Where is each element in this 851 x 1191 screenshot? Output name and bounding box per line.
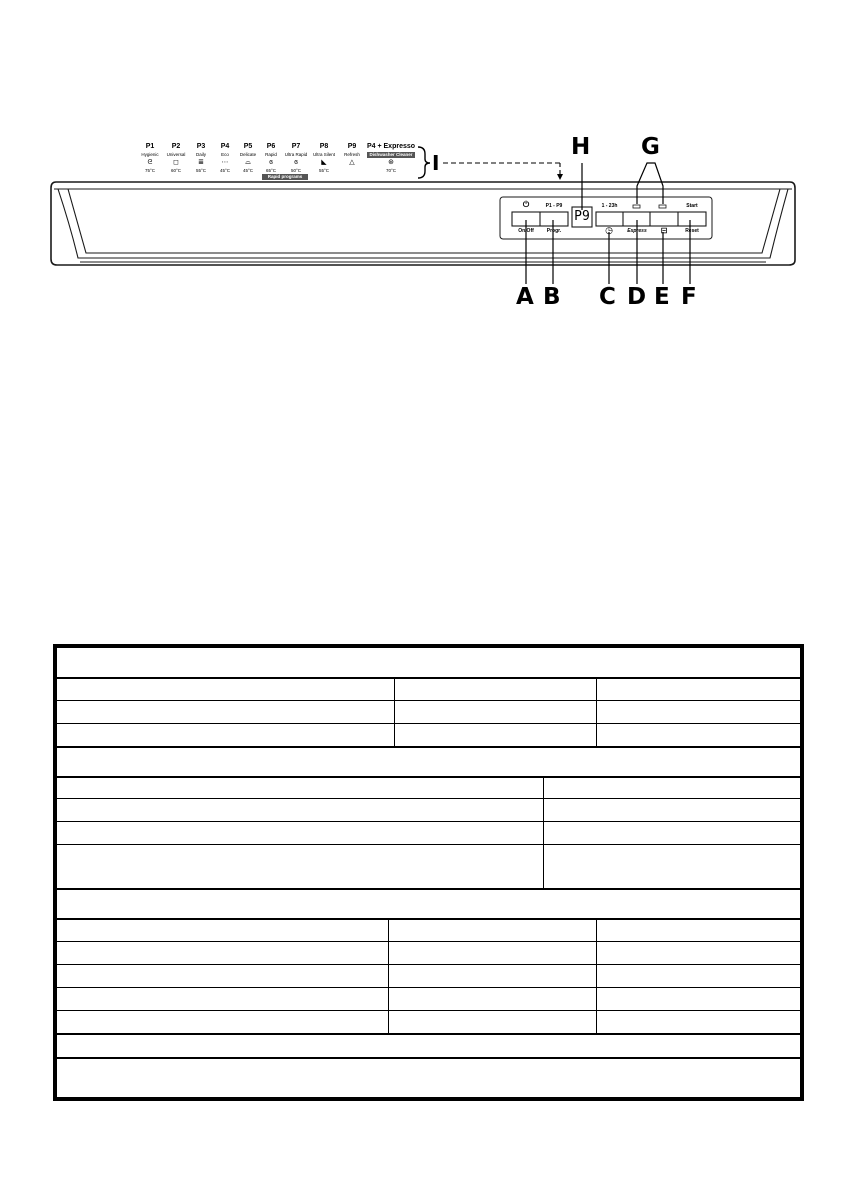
program-name: Eco	[221, 152, 229, 157]
program-number: P9	[347, 143, 357, 150]
table-section-header	[57, 648, 800, 678]
callout-F: F	[681, 284, 697, 310]
info-table	[53, 644, 804, 1101]
half-load-icon: ⊟	[660, 226, 668, 235]
rapid-icon: ɞ	[269, 159, 273, 166]
delay-button[interactable]	[596, 212, 623, 226]
ultra-rapid-icon: ɞ	[294, 159, 298, 166]
program-name: Universal	[166, 152, 186, 157]
express-label: Express	[627, 228, 647, 234]
table-row	[57, 987, 800, 1010]
table-row	[57, 1058, 800, 1101]
delicate-icon: ⌓	[245, 159, 251, 166]
power-icon: ⏻	[522, 200, 530, 209]
program-button[interactable]	[540, 212, 568, 226]
program-temp: 65°C	[265, 168, 277, 173]
callout-A: A	[516, 284, 534, 310]
table-row	[57, 798, 800, 821]
delay-timer-icon: ◷	[605, 225, 613, 235]
program-name: Hygienic	[141, 152, 159, 157]
program-number: P2	[171, 143, 181, 150]
start-label: Start	[686, 203, 698, 209]
reset-label: Reset	[685, 228, 699, 234]
program-temp: 55°C	[195, 168, 207, 173]
program-name: Daily	[195, 152, 206, 157]
program-display: P9	[574, 209, 590, 224]
program-name: Ultra Silent	[312, 152, 335, 157]
callout-B: B	[543, 284, 561, 310]
dishwasher-cleaner-icon: ⊛	[388, 159, 394, 166]
universal-icon: ◻	[173, 159, 179, 166]
table-row	[57, 821, 800, 844]
callout-H: H	[571, 134, 591, 160]
table-section-header	[57, 747, 800, 776]
program-name: Rapid	[265, 152, 277, 157]
program-range-label: P1 - P9	[545, 203, 563, 209]
program-number: P4	[220, 143, 230, 150]
control-panel	[50, 180, 796, 266]
program-name: Ultra Rapid	[284, 152, 308, 157]
program-temp: 75°C	[144, 168, 156, 173]
onoff-label: On/Off	[518, 228, 534, 234]
program-number: P3	[196, 143, 206, 150]
table-row	[57, 700, 800, 723]
program-p4-express	[360, 143, 422, 175]
dishwasher-cleaner-tag: Dishwasher Cleaner	[367, 152, 415, 158]
program-temp: 70°C	[385, 168, 397, 173]
onoff-button[interactable]	[512, 212, 540, 226]
ultra-silent-icon: ◣	[321, 159, 327, 166]
table-row	[57, 1010, 800, 1033]
table-row	[57, 964, 800, 987]
program-number: P5	[243, 143, 253, 150]
table-section-header	[57, 889, 800, 918]
program-number: P4 + Expresso	[366, 143, 416, 150]
table-row	[57, 678, 800, 700]
callout-D: D	[627, 284, 647, 310]
start-reset-button[interactable]	[678, 212, 706, 226]
program-number: P8	[319, 143, 329, 150]
refresh-icon: △	[349, 159, 355, 166]
program-temp: 45°C	[242, 168, 254, 173]
rapid-programs-tag: Rapid programs	[262, 174, 308, 180]
callout-G: G	[641, 134, 660, 160]
table-row	[57, 777, 800, 798]
table-row	[57, 723, 800, 746]
daily-icon: ≣	[198, 159, 204, 166]
callout-E: E	[654, 284, 670, 310]
table-row	[57, 844, 800, 888]
program-temp: 55°C	[318, 168, 330, 173]
half-load-button[interactable]	[650, 212, 678, 226]
table-row	[57, 941, 800, 964]
table-row	[57, 1034, 800, 1058]
program-number: P6	[266, 143, 276, 150]
program-temp: 50°C	[290, 168, 302, 173]
progr-label: Progr.	[546, 228, 562, 234]
callout-I: I	[432, 151, 440, 175]
express-button[interactable]	[623, 212, 650, 226]
callout-C: C	[599, 284, 616, 310]
program-number: P1	[145, 143, 155, 150]
hygienic-icon: ᘓ	[147, 159, 153, 166]
program-temp: 45°C	[219, 168, 231, 173]
eco-icon: ⋯	[221, 159, 229, 166]
table-row	[57, 919, 800, 941]
program-name: Delicate	[239, 152, 257, 157]
delay-range-label: 1 - 23h	[601, 203, 618, 209]
program-number: P7	[291, 143, 301, 150]
program-temp: 60°C	[170, 168, 182, 173]
program-name: Refresh	[344, 152, 360, 157]
